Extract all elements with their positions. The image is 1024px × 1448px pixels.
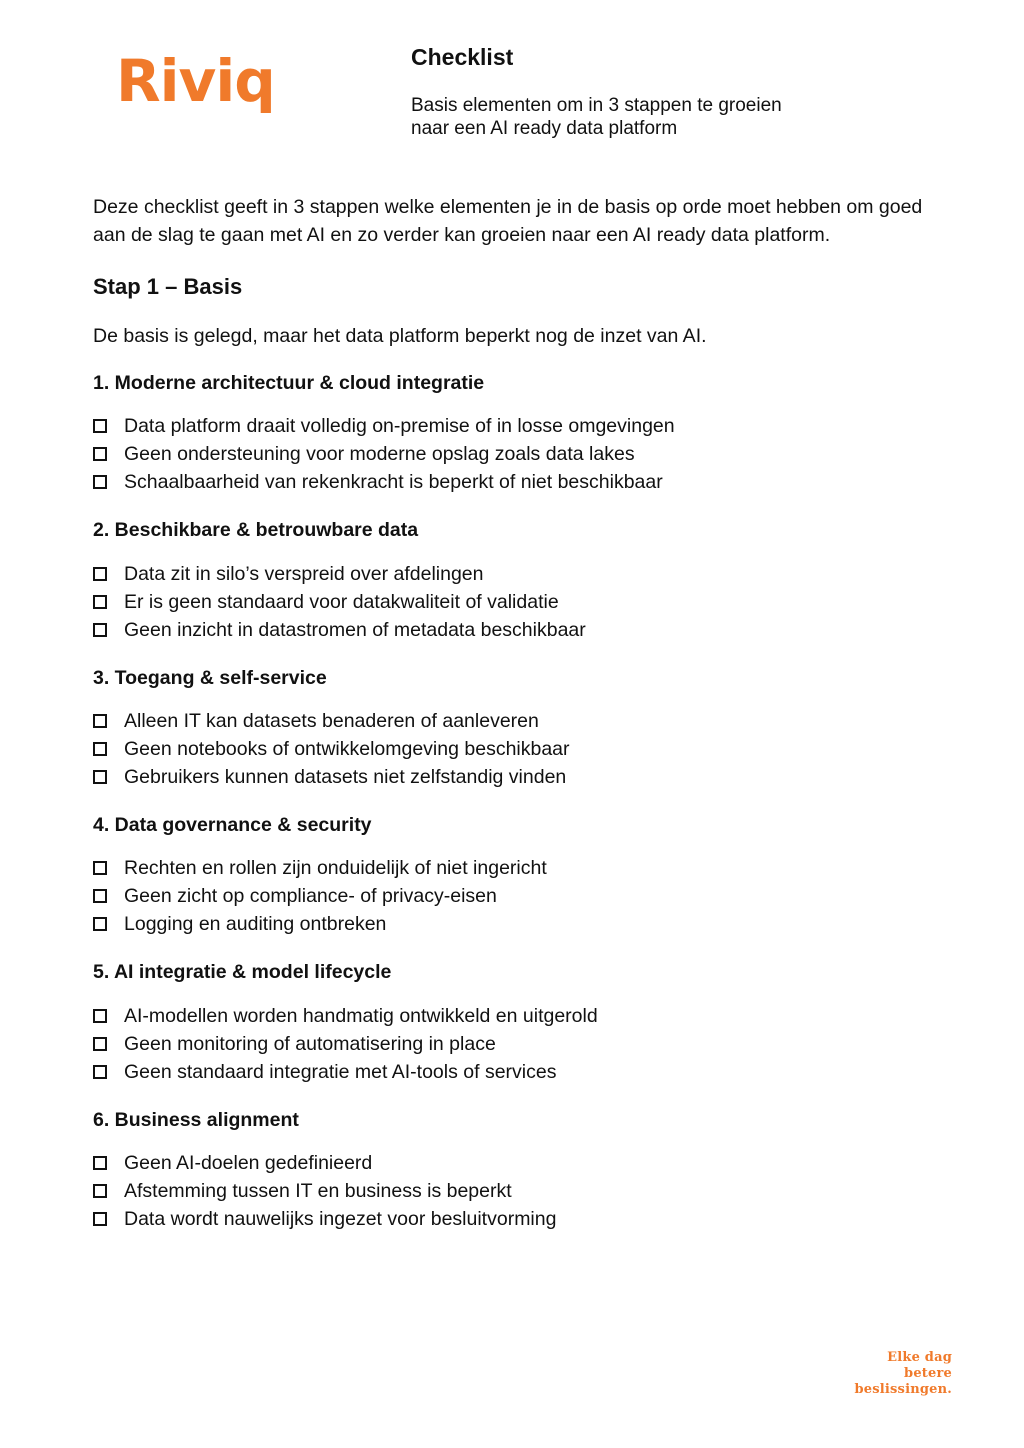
checkbox-icon[interactable] xyxy=(93,1156,107,1170)
checklist-item-label: Geen monitoring of automatisering in place xyxy=(124,1032,496,1055)
section-business-alignment xyxy=(93,1108,953,1233)
section-title: 6. Business alignment xyxy=(93,1108,299,1131)
document-title: Checklist xyxy=(411,44,514,70)
checklist-item-label: Geen standaard integratie met AI-tools of services xyxy=(124,1060,557,1083)
checkbox-icon[interactable] xyxy=(93,447,107,461)
checklist-item[interactable] xyxy=(93,412,953,440)
section-architecture xyxy=(93,371,953,496)
checklist-item[interactable] xyxy=(93,1058,953,1086)
checkbox-icon[interactable] xyxy=(93,1212,107,1226)
section-title: 2. Beschikbare & betrouwbare data xyxy=(93,519,419,542)
section-title: 4. Data governance & security xyxy=(93,813,372,836)
footer-tagline xyxy=(854,1350,952,1398)
section-title: 3. Toegang & self-service xyxy=(93,666,327,689)
document-subtitle xyxy=(411,94,971,140)
checklist-item-label: Data wordt nauwelijks ingezet voor besluitvorming xyxy=(124,1208,557,1230)
checklist-item[interactable] xyxy=(93,854,953,882)
checklist-item[interactable] xyxy=(93,910,953,938)
checklist-item[interactable] xyxy=(93,1177,953,1205)
section-governance xyxy=(93,813,953,938)
checklist xyxy=(93,854,953,938)
tagline-line-2: betere xyxy=(904,1366,952,1381)
section-ai-integration xyxy=(93,960,953,1085)
checklist xyxy=(93,560,953,644)
section-title: 1. Moderne architectuur & cloud integratie xyxy=(93,371,485,394)
checklist-item[interactable] xyxy=(93,735,953,763)
checkbox-icon[interactable] xyxy=(93,889,107,903)
checklist-item[interactable] xyxy=(93,882,953,910)
section-access xyxy=(93,666,953,791)
checkbox-icon[interactable] xyxy=(93,567,107,581)
checklist xyxy=(93,1002,953,1086)
checkbox-icon[interactable] xyxy=(93,475,107,489)
tagline-line-1: Elke dag xyxy=(887,1350,952,1365)
checkbox-icon[interactable] xyxy=(93,1037,107,1051)
step-description: De basis is gelegd, maar het data platform beperkt nog de inzet van AI. xyxy=(93,324,707,347)
checklist-item-label: Geen inzicht in datastromen of metadata beschikbaar xyxy=(124,618,586,641)
checklist-item[interactable] xyxy=(93,560,953,588)
checklist-item[interactable] xyxy=(93,1149,953,1177)
document-header xyxy=(411,44,971,140)
checklist-sections xyxy=(93,371,953,1233)
checkbox-icon[interactable] xyxy=(93,595,107,609)
checkbox-icon[interactable] xyxy=(93,861,107,875)
checklist-item[interactable] xyxy=(93,1030,953,1058)
checkbox-icon[interactable] xyxy=(93,714,107,728)
section-data xyxy=(93,518,953,643)
checklist-item-label: Geen ondersteuning voor moderne opslag zoals data lakes xyxy=(124,443,635,466)
checklist-item-label: Geen notebooks of ontwikkelomgeving beschikbaar xyxy=(124,737,570,760)
intro-paragraph: Deze checklist geeft in 3 stappen welke elementen je in de basis op orde moet hebben om goed aan de slag te gaan met AI en zo verder kan groeien naar een AI ready data platform. xyxy=(93,196,923,246)
checkbox-icon[interactable] xyxy=(93,1184,107,1198)
checklist-item-label: Er is geen standaard voor datakwaliteit of validatie xyxy=(124,590,559,613)
section-title: 5. AI integratie & model lifecycle xyxy=(93,961,392,984)
checklist-item[interactable] xyxy=(93,616,953,644)
checklist-item-label: Schaalbaarheid van rekenkracht is beperkt of niet beschikbaar xyxy=(124,471,663,494)
tagline-line-3: beslissingen. xyxy=(854,1382,952,1397)
checklist-item[interactable] xyxy=(93,440,953,468)
checklist-item[interactable] xyxy=(93,763,953,791)
checklist-item[interactable] xyxy=(93,707,953,735)
checklist-item-label: Geen zicht op compliance- of privacy-eisen xyxy=(124,885,497,908)
checklist-item[interactable] xyxy=(93,1002,953,1030)
checkbox-icon[interactable] xyxy=(93,419,107,433)
checklist-item-label: Data zit in silo’s verspreid over afdelingen xyxy=(124,562,484,585)
checklist-item-label: Alleen IT kan datasets benaderen of aanleveren xyxy=(124,709,539,732)
step-title: Stap 1 – Basis xyxy=(93,274,243,299)
checkbox-icon[interactable] xyxy=(93,623,107,637)
checkbox-icon[interactable] xyxy=(93,742,107,756)
checklist-item-label: Gebruikers kunnen datasets niet zelfstandig vinden xyxy=(124,765,567,788)
checklist-item[interactable] xyxy=(93,588,953,616)
checklist xyxy=(93,412,953,496)
checkbox-icon[interactable] xyxy=(93,1065,107,1079)
subtitle-line-2: naar een AI ready data platform xyxy=(411,117,678,139)
checklist-item-label: Logging en auditing ontbreken xyxy=(124,913,387,936)
checkbox-icon[interactable] xyxy=(93,1009,107,1023)
checkbox-icon[interactable] xyxy=(93,917,107,931)
subtitle-line-1: Basis elementen om in 3 stappen te groeien xyxy=(411,94,782,116)
checklist xyxy=(93,707,953,791)
checkbox-icon[interactable] xyxy=(93,770,107,784)
checklist-item[interactable] xyxy=(93,468,953,496)
checklist-item-label: Data platform draait volledig on-premise of in losse omgevingen xyxy=(124,415,675,438)
checklist-item[interactable] xyxy=(93,1205,953,1233)
riviq-logo: Riviq xyxy=(116,47,275,115)
checklist-item-label: Rechten en rollen zijn onduidelijk of niet ingericht xyxy=(124,857,547,880)
checklist-item-label: Afstemming tussen IT en business is beperkt xyxy=(124,1180,512,1202)
document-body xyxy=(93,193,953,1233)
checklist-item-label: AI-modellen worden handmatig ontwikkeld en uitgerold xyxy=(124,1004,598,1027)
checklist-item-label: Geen AI-doelen gedefinieerd xyxy=(124,1152,373,1174)
checklist xyxy=(93,1149,953,1233)
